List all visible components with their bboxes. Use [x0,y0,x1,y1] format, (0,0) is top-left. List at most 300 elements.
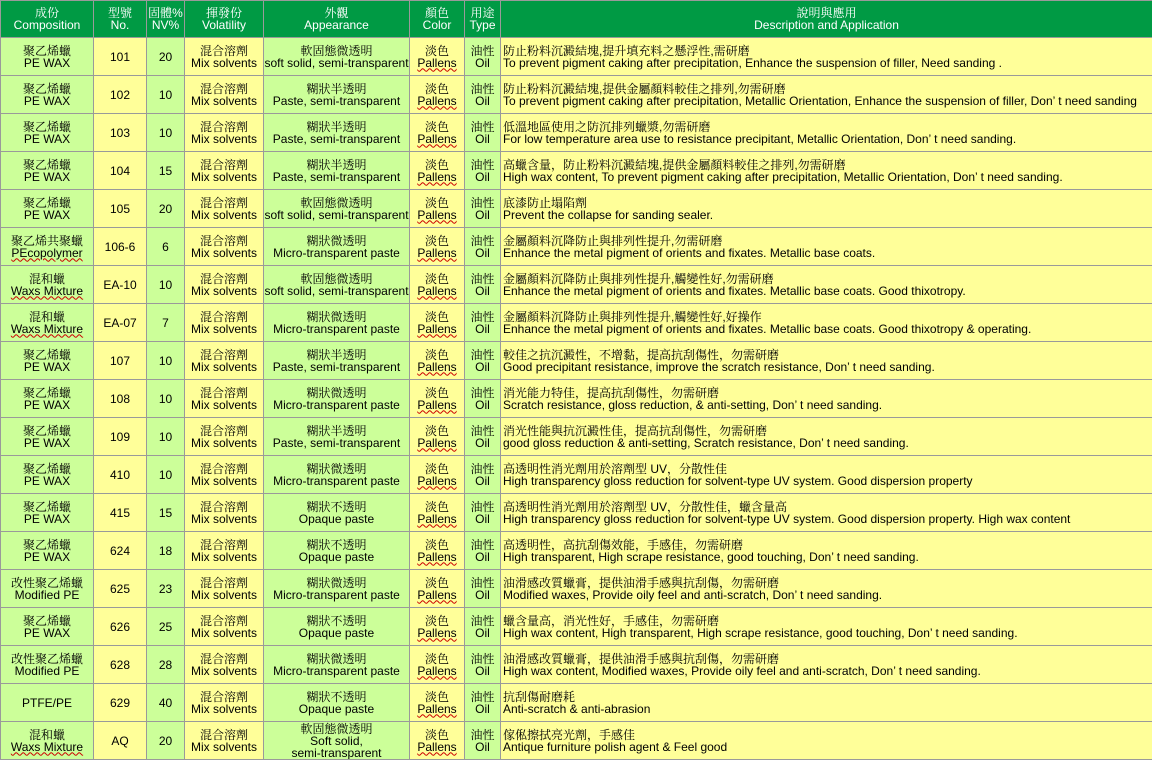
cell-appearance [264,608,410,646]
cell-color-color-en: Pallens [417,701,457,716]
cell-description-desc-zh: 蠟含量高，消光性好，手感佳，勿需研磨 [503,613,720,628]
cell-appearance-app-zh: 糊狀微透明 [306,385,367,400]
table-header-row [1,1,1152,38]
cell-color-color-en: Pallens [417,283,457,298]
cell-color [410,722,465,760]
cell-color [410,684,465,722]
cell-composition [1,608,94,646]
cell-type-type-en: Oil [475,55,490,70]
cell-color-color-en: Pallens [417,435,457,450]
cell-volatility-vol-zh: 混合溶劑 [199,43,248,58]
cell-color-color-en: Pallens [417,663,457,678]
cell-number-no: 415 [109,505,131,520]
cell-appearance-app-en: Soft solid, [310,733,363,748]
cell-color-color-en: Pallens [417,625,457,640]
cell-type [465,684,501,722]
cell-description-desc-en: Good precipitant resistance, improve the scratch resistance, Don’ t need sanding. [503,359,935,374]
cell-color-color-zh: 淡色 [424,575,449,590]
cell-volatility-vol-en: Mix solvents [190,359,258,374]
cell-type-type-zh: 油性 [470,613,495,628]
cell-description [501,532,1152,570]
cell-composition-comp-en: PE WAX [23,55,71,70]
cell-description [501,722,1152,760]
cell-volatility [185,342,264,380]
cell-number [94,722,147,760]
cell-volatility [185,722,264,760]
cell-description [501,608,1152,646]
cell-color-color-en: Pallens [417,397,457,412]
cell-color-color-zh: 淡色 [424,651,449,666]
table-row [1,228,1152,266]
cell-description [501,38,1152,76]
table-row [1,494,1152,532]
cell-volatility [185,114,264,152]
cell-nv-nv: 40 [158,695,173,710]
cell-composition [1,190,94,228]
cell-color-color-en: Pallens [417,549,457,564]
cell-number-no: EA-07 [103,315,137,330]
cell-number [94,266,147,304]
cell-type-type-zh: 油性 [470,309,495,324]
cell-description-desc-zh: 油滑感改質蠟膏，提供油滑手感與抗刮傷，勿需研磨 [503,575,780,590]
cell-volatility-vol-en: Mix solvents [190,169,258,184]
cell-color-color-en: Pallens [417,55,457,70]
cell-volatility [185,646,264,684]
cell-color [410,418,465,456]
cell-composition-comp-zh: 聚乙烯蠟 [22,499,71,514]
cell-composition [1,456,94,494]
cell-description [501,228,1152,266]
cell-description-desc-zh: 金屬顏料沉降防止與排列性提升,勿需研磨 [503,233,723,248]
cell-nv-nv: 6 [162,239,169,254]
cell-type [465,646,501,684]
cell-composition [1,494,94,532]
cell-appearance-app-en: Opaque paste [298,625,375,640]
cell-composition [1,418,94,456]
cell-type-type-zh: 油性 [470,119,495,134]
cell-volatility-vol-en: Mix solvents [190,549,258,564]
cell-volatility [185,608,264,646]
cell-type [465,494,501,532]
cell-color-color-en: Pallens [417,511,457,526]
header-appearance: 外觀 Appearance [264,1,410,38]
cell-description-desc-en: good gloss reduction & anti-setting, Scratch resistance, Don’ t need sanding. [503,435,909,450]
cell-description [501,380,1152,418]
cell-nv-nv: 18 [158,543,173,558]
cell-number-no: 109 [109,429,131,444]
cell-number [94,456,147,494]
cell-number-no: 625 [109,581,131,596]
cell-description-desc-zh: 傢俬擦拭亮光劑，手感佳 [503,727,636,742]
cell-nv [147,646,185,684]
cell-type [465,152,501,190]
cell-description-desc-zh: 高透明性，高抗刮傷效能，手感佳，勿需研磨 [503,537,744,552]
cell-number [94,190,147,228]
cell-color [410,646,465,684]
cell-volatility-vol-en: Mix solvents [190,739,258,754]
cell-type [465,114,501,152]
cell-type-type-en: Oil [475,321,490,336]
header-composition: 成份 Composition [1,1,94,38]
cell-color-color-zh: 淡色 [424,347,449,362]
cell-appearance-app-en: Micro-transparent paste [273,587,400,602]
cell-appearance-app-zh: 軟固態微透明 [300,43,373,58]
cell-appearance [264,456,410,494]
cell-volatility-vol-en: Mix solvents [190,663,258,678]
cell-appearance-app-zh: 糊狀半透明 [306,119,367,134]
cell-composition-comp-zh: 聚乙烯蠟 [22,613,71,628]
cell-volatility-vol-en: Mix solvents [190,93,258,108]
cell-number [94,494,147,532]
cell-appearance [264,152,410,190]
cell-color-color-en: Pallens [417,245,457,260]
cell-appearance [264,722,410,760]
cell-volatility-vol-zh: 混合溶劑 [199,195,248,210]
cell-composition [1,228,94,266]
cell-number [94,380,147,418]
cell-type-type-en: Oil [475,207,490,222]
cell-description [501,304,1152,342]
cell-description [501,570,1152,608]
cell-color [410,532,465,570]
cell-appearance-app-zh: 糊狀不透明 [306,537,367,552]
cell-description-desc-en: Enhance the metal pigment of orients and fixates. Metallic base coats. Good thixotropy. [503,283,966,298]
cell-type-type-zh: 油性 [470,233,495,248]
cell-appearance-app-zh: 糊狀半透明 [306,423,367,438]
cell-color [410,114,465,152]
cell-composition [1,532,94,570]
cell-appearance-app-en: soft solid, semi-transparent [264,55,409,70]
cell-composition-comp-zh: 聚乙烯蠟 [22,461,71,476]
cell-nv [147,114,185,152]
cell-description-desc-en: High transparency gloss reduction for solvent-type UV system. Good dispersion property [503,473,973,488]
cell-nv-nv: 10 [158,87,173,102]
table-row [1,190,1152,228]
cell-nv [147,456,185,494]
cell-composition [1,342,94,380]
cell-color [410,76,465,114]
cell-number [94,646,147,684]
cell-volatility [185,494,264,532]
cell-appearance [264,418,410,456]
table-row [1,456,1152,494]
cell-composition [1,304,94,342]
cell-color-color-zh: 淡色 [424,689,449,704]
cell-color [410,342,465,380]
cell-volatility [185,684,264,722]
cell-appearance-app-en: Opaque paste [298,701,375,716]
cell-nv-nv: 15 [158,505,173,520]
cell-type-type-zh: 油性 [470,651,495,666]
cell-type [465,456,501,494]
cell-color-color-en: Pallens [417,131,457,146]
cell-appearance [264,304,410,342]
cell-composition-comp-en: Waxs Mixture [10,739,84,754]
cell-description-desc-en: For low temperature area use to resistance precipitant, Metallic Orientation, Don’ t need sanding. [503,131,1017,146]
table-row [1,152,1152,190]
cell-composition [1,76,94,114]
header-color: 顏色 Color [410,1,465,38]
cell-volatility-vol-en: Mix solvents [190,321,258,336]
table-row [1,684,1152,722]
cell-nv-nv: 23 [158,581,173,596]
cell-composition [1,114,94,152]
cell-description [501,76,1152,114]
cell-number-no: AQ [111,733,129,748]
cell-appearance [264,342,410,380]
cell-number [94,152,147,190]
cell-description-desc-zh: 金屬顏料沉降防止與排列性提升,觸變性好,好操作 [503,309,762,324]
header-number: 型號 No. [94,1,147,38]
table-row [1,532,1152,570]
cell-volatility-vol-en: Mix solvents [190,511,258,526]
cell-volatility-vol-en: Mix solvents [190,207,258,222]
cell-volatility-vol-zh: 混合溶劑 [199,651,248,666]
cell-type [465,342,501,380]
cell-volatility-vol-zh: 混合溶劑 [199,575,248,590]
cell-type-type-en: Oil [475,549,490,564]
cell-composition-comp-zh: 聚乙烯蠟 [22,195,71,210]
cell-color-color-en: Pallens [417,587,457,602]
cell-composition-comp-en: Waxs Mixture [10,283,84,298]
cell-description-desc-en: Enhance the metal pigment of orients and fixates. Metallic base coats. [503,245,876,260]
cell-appearance [264,228,410,266]
cell-description-desc-zh: 高蠟含量，防止粉料沉澱結塊,提供金屬顏料較佳之排列,勿需研磨 [503,157,846,172]
cell-composition-comp-zh: 聚乙烯蠟 [22,385,71,400]
cell-nv-nv: 25 [158,619,173,634]
cell-description-desc-zh: 防止粉料沉澱結塊,提供金屬顏料較佳之排列,勿需研磨 [503,81,786,96]
cell-description-desc-zh: 較佳之抗沉澱性，不增黏，提高抗刮傷性，勿需研磨 [503,347,780,362]
cell-number-no: 106-6 [104,239,136,254]
cell-appearance-app-zh: 糊狀半透明 [306,157,367,172]
cell-appearance [264,532,410,570]
cell-composition [1,684,94,722]
cell-description-desc-en: Prevent the collapse for sanding sealer. [503,207,714,222]
cell-volatility-vol-zh: 混合溶劑 [199,613,248,628]
cell-description-desc-en: To prevent pigment caking after precipitation, Metallic Orientation, Enhance the suspension of filler, Don’ t need sanding [503,93,1137,108]
cell-type-type-zh: 油性 [470,575,495,590]
cell-number-no: 104 [109,163,131,178]
cell-appearance-app-en: Paste, semi-transparent [272,359,401,374]
cell-color-color-zh: 淡色 [424,499,449,514]
table-row [1,114,1152,152]
cell-type-type-zh: 油性 [470,347,495,362]
cell-type-type-zh: 油性 [470,157,495,172]
cell-composition-comp-en: PE WAX [23,207,71,222]
cell-composition-comp-zh: 聚乙烯蠟 [22,423,71,438]
cell-volatility-vol-en: Mix solvents [190,473,258,488]
table-row [1,570,1152,608]
cell-color-color-en: Pallens [417,93,457,108]
cell-type [465,380,501,418]
cell-color-color-zh: 淡色 [424,195,449,210]
cell-color [410,266,465,304]
cell-description-desc-zh: 底漆防止塌陷劑 [503,195,588,210]
cell-composition-comp-zh: 聚乙烯蠟 [22,81,71,96]
cell-number [94,228,147,266]
cell-number-no: 629 [109,695,131,710]
cell-appearance [264,38,410,76]
cell-number [94,114,147,152]
cell-color-color-en: Pallens [417,321,457,336]
cell-appearance-app-zh: 糊狀半透明 [306,347,367,362]
cell-nv [147,266,185,304]
cell-volatility-vol-zh: 混合溶劑 [199,347,248,362]
cell-volatility [185,570,264,608]
cell-color [410,228,465,266]
cell-appearance [264,646,410,684]
cell-description-desc-en: High wax content, To prevent pigment caking after precipitation, Metallic Orientation, Don’ t need sanding. [503,169,1063,184]
cell-composition-comp-en: PE WAX [23,359,71,374]
cell-appearance-app-zh: 糊狀微透明 [306,233,367,248]
cell-volatility [185,38,264,76]
cell-color-color-en: Pallens [417,207,457,222]
cell-nv-nv: 20 [158,201,173,216]
cell-number [94,532,147,570]
cell-nv [147,722,185,760]
cell-composition-comp-zh: 混和蠟 [28,271,65,286]
cell-nv-nv: 7 [162,315,169,330]
cell-color [410,494,465,532]
cell-type-type-zh: 油性 [470,461,495,476]
cell-composition-comp-en: PE WAX [23,131,71,146]
cell-volatility-vol-en: Mix solvents [190,397,258,412]
cell-nv [147,38,185,76]
cell-number-no: 626 [109,619,131,634]
cell-description-desc-zh: 高透明性消光劑用於溶劑型 UV，分散性佳 [503,461,728,476]
cell-volatility-vol-en: Mix solvents [190,55,258,70]
cell-type-type-en: Oil [475,625,490,640]
cell-number-no: 101 [109,49,131,64]
cell-nv [147,76,185,114]
cell-description [501,646,1152,684]
cell-composition-comp-zh: PTFE/PE [21,695,72,710]
cell-composition-comp-zh: 混和蠟 [28,309,65,324]
cell-volatility [185,266,264,304]
cell-appearance-app-zh: 糊狀微透明 [306,575,367,590]
cell-composition-comp-zh: 混和蠟 [28,727,65,742]
cell-volatility-vol-zh: 混合溶劑 [199,461,248,476]
cell-number [94,608,147,646]
cell-description-desc-en: High transparency gloss reduction for solvent-type UV system. Good dispersion property. High wax content [503,511,1071,526]
cell-color-color-en: Pallens [417,739,457,754]
cell-volatility [185,304,264,342]
cell-number [94,342,147,380]
cell-composition [1,152,94,190]
cell-description-desc-en: Antique furniture polish agent & Feel good [503,739,728,754]
cell-appearance-app-zh: 糊狀微透明 [306,309,367,324]
cell-volatility [185,190,264,228]
cell-appearance-app-en2: semi-transparent [291,745,382,760]
cell-type-type-zh: 油性 [470,423,495,438]
cell-appearance [264,190,410,228]
table-row [1,608,1152,646]
cell-color [410,570,465,608]
cell-description [501,456,1152,494]
table-row [1,722,1152,760]
cell-appearance-app-en: Micro-transparent paste [273,245,400,260]
cell-volatility-vol-zh: 混合溶劑 [199,537,248,552]
cell-color-color-zh: 淡色 [424,81,449,96]
cell-volatility-vol-zh: 混合溶劑 [199,233,248,248]
cell-volatility-vol-en: Mix solvents [190,701,258,716]
cell-color [410,190,465,228]
cell-composition-comp-zh: 改性聚乙烯蠟 [10,651,83,666]
cell-color-color-zh: 淡色 [424,119,449,134]
cell-color-color-en: Pallens [417,473,457,488]
cell-nv [147,342,185,380]
cell-volatility [185,152,264,190]
cell-volatility-vol-en: Mix solvents [190,435,258,450]
cell-composition [1,570,94,608]
cell-appearance-app-en: Paste, semi-transparent [272,93,401,108]
cell-composition-comp-en: PE WAX [23,511,71,526]
cell-description-desc-en: High wax content, Modified waxes, Provide oily feel and anti-scratch, Don’ t need sanding. [503,663,981,678]
cell-nv [147,532,185,570]
cell-volatility-vol-zh: 混合溶劑 [199,727,248,742]
cell-type-type-zh: 油性 [470,271,495,286]
cell-number [94,418,147,456]
cell-color [410,380,465,418]
cell-color-color-zh: 淡色 [424,271,449,286]
cell-appearance-app-zh: 糊狀不透明 [306,499,367,514]
cell-type-type-zh: 油性 [470,81,495,96]
header-type: 用途 Type [465,1,501,38]
cell-color-color-zh: 淡色 [424,385,449,400]
cell-type [465,418,501,456]
cell-volatility-vol-zh: 混合溶劑 [199,423,248,438]
cell-type-type-en: Oil [475,435,490,450]
cell-type [465,304,501,342]
cell-volatility [185,228,264,266]
cell-volatility-vol-zh: 混合溶劑 [199,157,248,172]
cell-description [501,190,1152,228]
cell-volatility [185,532,264,570]
cell-color [410,38,465,76]
cell-appearance-app-en: Micro-transparent paste [273,473,400,488]
cell-description [501,114,1152,152]
cell-appearance-app-en: Micro-transparent paste [273,321,400,336]
cell-number [94,76,147,114]
cell-volatility-vol-en: Mix solvents [190,131,258,146]
cell-type-type-zh: 油性 [470,195,495,210]
cell-composition-comp-zh: 聚乙烯共聚蠟 [10,233,83,248]
cell-appearance [264,380,410,418]
cell-description-desc-zh: 金屬顏料沉降防止與排列性提升,觸變性好,勿需研磨 [503,271,774,286]
cell-nv [147,380,185,418]
cell-number-no: 103 [109,125,131,140]
cell-appearance-app-zh: 軟固態微透明 [300,271,373,286]
cell-volatility-vol-en: Mix solvents [190,245,258,260]
cell-appearance-app-zh: 糊狀不透明 [306,613,367,628]
cell-number [94,38,147,76]
cell-type-type-en: Oil [475,511,490,526]
cell-type [465,570,501,608]
cell-color-color-zh: 淡色 [424,613,449,628]
cell-color [410,608,465,646]
cell-description-desc-zh: 油滑感改質蠟膏，提供油滑手感與抗刮傷，勿需研磨 [503,651,780,666]
cell-composition-comp-en: PEcopolymer [11,245,83,260]
cell-appearance-app-zh: 軟固態微透明 [300,721,373,736]
cell-appearance-app-en: Opaque paste [298,549,375,564]
cell-type-type-en: Oil [475,93,490,108]
cell-nv-nv: 15 [158,163,173,178]
cell-number-no: 102 [109,87,131,102]
cell-type-type-en: Oil [475,397,490,412]
cell-appearance [264,76,410,114]
cell-description-desc-en: High wax content, High transparent, High scrape resistance, good touching, Don’ t need sanding. [503,625,1018,640]
cell-color-color-zh: 淡色 [424,157,449,172]
